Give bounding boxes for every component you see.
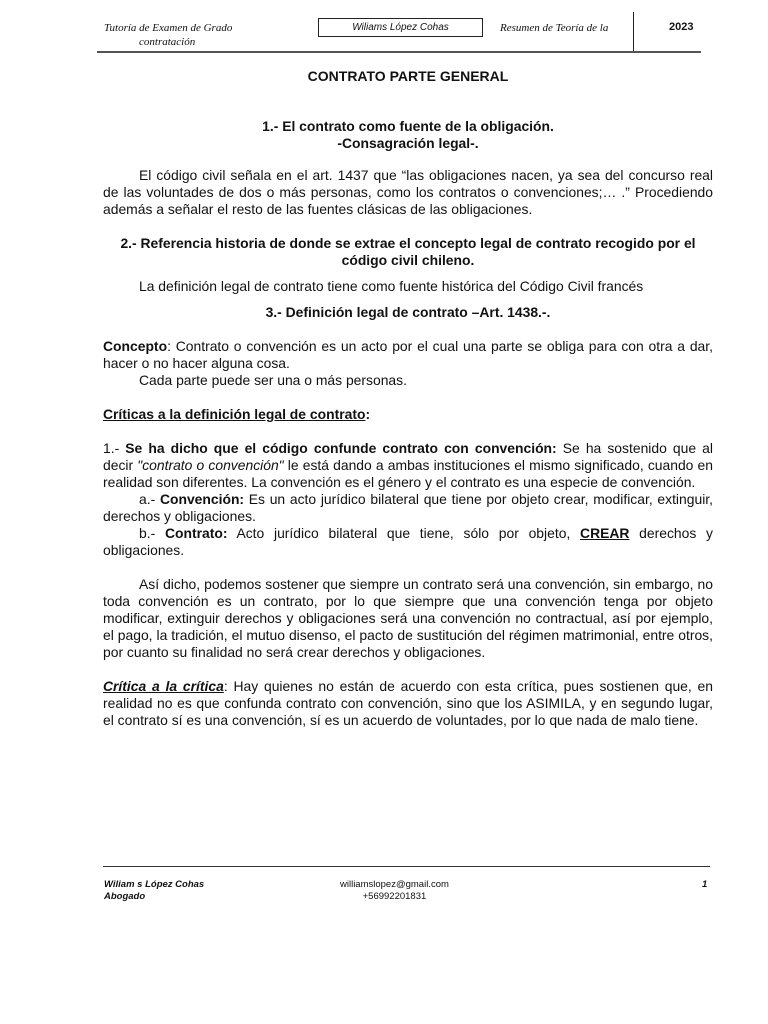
criticas-heading-colon: : bbox=[365, 406, 371, 422]
section-1-heading: 1.- El contrato como fuente de la obligación. bbox=[262, 118, 554, 134]
section-1-paragraph: El código civil señala en el art. 1437 que “las obligaciones nacen, ya sea del concurso real de las voluntades de dos o más personas, como los contratos o convenciones;… .” Procediendo además a señalar el resto de las fuentes clásicas de las obligaciones. bbox=[103, 167, 713, 217]
crear-emphasis: CREAR bbox=[580, 525, 630, 541]
page-title: CONTRATO PARTE GENERAL bbox=[307, 68, 509, 84]
footer-phone: +56992201831 bbox=[362, 891, 427, 902]
footer-role: Abogado bbox=[104, 891, 146, 902]
critica-1-number: 1.- bbox=[103, 440, 126, 456]
convencion-label: Convención: bbox=[159, 491, 245, 507]
footer-author bbox=[104, 879, 204, 903]
section-1-subheading: -Consagración legal-. bbox=[337, 135, 479, 151]
concepto-line2: Cada parte puede ser una o más personas. bbox=[139, 372, 407, 388]
criticas-heading-text: Críticas a la definición legal de contrato bbox=[103, 406, 366, 422]
critica-a-la-critica-text: : Hay quienes no están de acuerdo con esta crítica, pues sostienen que, en realidad no es que confunda contrato con convención, sino que los ASIMILA, y en segundo lugar, el contrato sí es una convención, sí es un acuerdo de voluntades, por lo que nada de malo tiene. bbox=[103, 678, 713, 728]
critica-1-text-a: Se ha sostenido que al decir bbox=[103, 440, 713, 473]
section-2-heading: 2.- Referencia historia de donde se extrae el concepto legal de contrato recogido por el código civil chileno. bbox=[120, 235, 696, 268]
footer-name: Wiliam s López Cohas bbox=[104, 879, 205, 890]
critica-1-bold: Se ha dicho que el código confunde contrato con convención: bbox=[125, 440, 557, 456]
section-3-heading: 3.- Definición legal de contrato –Art. 1438.-. bbox=[265, 304, 551, 320]
asi-dicho-paragraph: Así dicho, podemos sostener que siempre un contrato será una convención, sin embargo, no toda convención es un contrato, por lo que siempre que una convención tenga por objeto modificar, extinguir derechos y obligaciones será una convención no contractual, así por ejemplo, el pago, la tradición, el mutuo disenso, el pacto de sustitución del régimen matrimonial, entre otros, por cuanto su finalidad no será crear derechos y obligaciones. bbox=[103, 576, 713, 660]
page-number: 1 bbox=[702, 879, 708, 890]
convencion-text: Es un acto jurídico bilateral que tiene por objeto crear, modificar, extinguir, derechos y obligaciones. bbox=[103, 491, 713, 524]
critica-1-quote: "contrato o convención" bbox=[137, 457, 284, 473]
footer-contact bbox=[340, 879, 449, 903]
convencion-item bbox=[103, 491, 713, 525]
critica-1-paragraph bbox=[103, 440, 713, 491]
header-course bbox=[104, 21, 304, 49]
header-course-line1: Tutoría de Examen de Grado bbox=[104, 22, 233, 34]
header-author-box: Wiliams López Cohas bbox=[318, 18, 483, 37]
contrato-text-1: Acto jurídico bilateral que tiene, sólo por objeto, bbox=[227, 525, 581, 541]
contrato-text-2: derechos y obligaciones. bbox=[103, 525, 713, 558]
header-rule bbox=[97, 51, 701, 53]
critica-1-text-b: le está dando a ambas instituciones el mismo significado, cuando en realidad son diferentes. La convención es el género y el contrato es una especie de convención. bbox=[103, 457, 714, 490]
convencion-prefix: a.- bbox=[139, 491, 160, 507]
contrato-item bbox=[103, 525, 713, 559]
contrato-label: Contrato: bbox=[164, 525, 228, 541]
footer-rule bbox=[103, 866, 710, 867]
concepto-text: : Contrato o convención es un acto por el cual una parte se obliga para con otra a dar, hacer o no hacer alguna cosa. bbox=[103, 338, 713, 371]
critica-a-la-critica-paragraph bbox=[103, 678, 713, 729]
document-body bbox=[103, 68, 713, 729]
header-divider bbox=[633, 12, 634, 52]
header-summary-title: Resumen de Teoría de la bbox=[500, 22, 609, 34]
section-2-paragraph: La definición legal de contrato tiene como fuente histórica del Código Civil francés bbox=[139, 278, 644, 294]
header-course-line2: contratación bbox=[139, 36, 196, 48]
criticas-heading bbox=[103, 406, 713, 423]
contrato-prefix: b.- bbox=[139, 525, 165, 541]
concepto-paragraph bbox=[103, 338, 713, 372]
concepto-label: Concepto bbox=[103, 338, 168, 354]
footer-email: williamslopez@gmail.com bbox=[340, 879, 449, 890]
header-year: 2023 bbox=[669, 21, 694, 33]
critica-a-la-critica-label: Crítica a la crítica bbox=[103, 678, 224, 694]
